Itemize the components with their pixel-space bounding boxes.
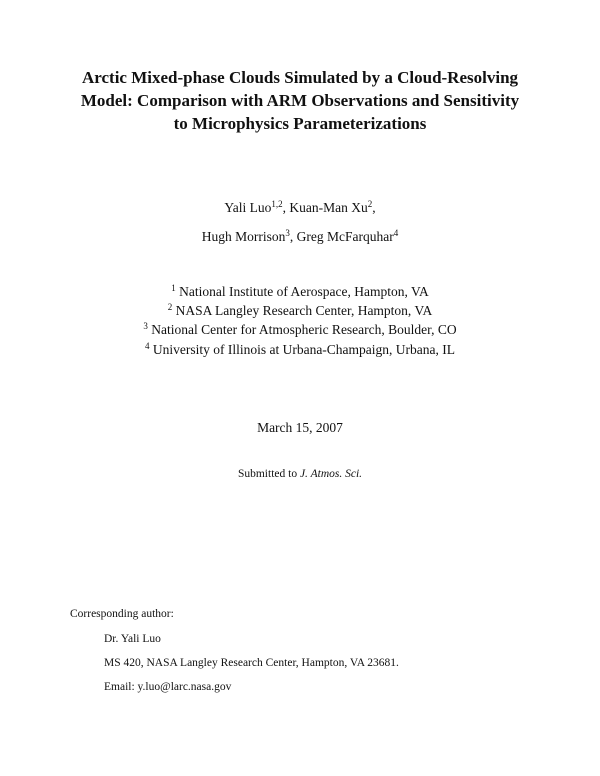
corresponding-name: Dr. Yali Luo [104, 633, 161, 645]
affiliation-text: National Center for Atmospheric Research, Boulder, CO [151, 322, 457, 337]
affiliation-text: National Institute of Aerospace, Hampton, VA [179, 284, 429, 299]
title-line-2: Model: Comparison with ARM Observations and Sensitivity [80, 91, 520, 110]
authors-line-2 [0, 229, 600, 245]
author-affil-sup: 2 [367, 199, 373, 209]
journal-name: J. Atmos. Sci. [299, 468, 363, 480]
affiliation-text: NASA Langley Research Center, Hampton, VA [175, 303, 433, 318]
title-line-1: Arctic Mixed-phase Clouds Simulated by a Cloud-Resolving [81, 68, 519, 87]
affiliation-number: 3 [143, 321, 148, 331]
author-affil-sup: 4 [393, 228, 399, 238]
submission-note [0, 468, 600, 480]
corresponding-address: MS 420, NASA Langley Research Center, Hampton, VA 23681. [104, 657, 399, 669]
corresponding-label: Corresponding author: [70, 608, 174, 620]
corresponding-email: Email: y.luo@larc.nasa.gov [104, 681, 232, 693]
authors-line-1 [0, 200, 600, 216]
author-separator: , [289, 229, 297, 244]
author-separator: , [372, 200, 376, 215]
author-affil-sup: 3 [285, 228, 290, 238]
author-separator: , [282, 200, 290, 215]
author-name: Kuan-Man Xu [289, 200, 368, 215]
author-name: Hugh Morrison [201, 229, 286, 244]
affiliation-3 [0, 322, 600, 338]
author-affil-sup: 1,2 [271, 199, 283, 209]
author-name: Greg McFarquhar [296, 229, 394, 244]
affiliation-number: 4 [144, 341, 150, 351]
author-name: Yali Luo [224, 200, 272, 215]
affiliation-number: 1 [171, 283, 176, 293]
paper-date: March 15, 2007 [257, 420, 343, 435]
affiliation-number: 2 [167, 302, 173, 312]
title-line-3: to Microphysics Parameterizations [173, 114, 427, 133]
paper-title [0, 66, 600, 135]
affiliation-4 [0, 342, 600, 358]
affiliation-1 [0, 284, 600, 300]
affiliation-2 [0, 303, 600, 319]
affiliation-text: University of Illinois at Urbana-Champaign, Urbana, IL [152, 342, 456, 357]
submitted-prefix: Submitted to [237, 468, 300, 480]
